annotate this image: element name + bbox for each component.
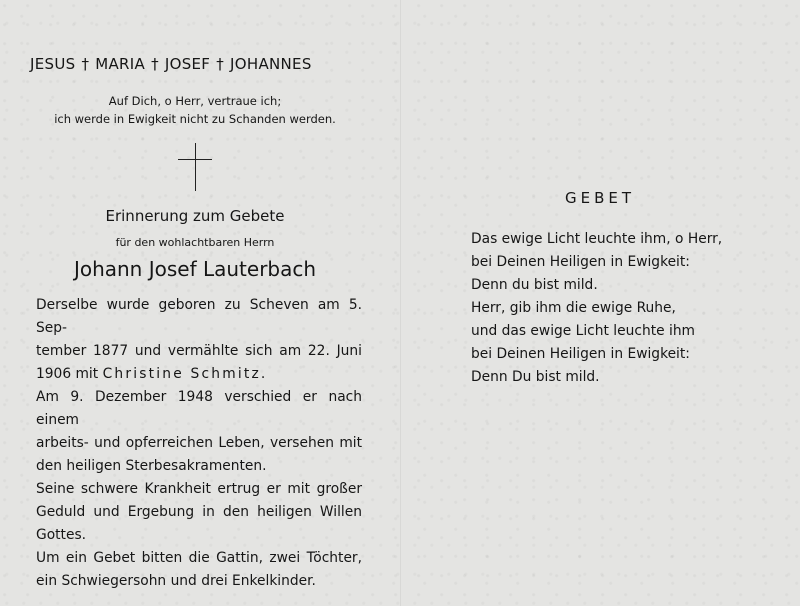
- bio-line: Derselbe wurde geboren zu Scheven am 5. Sep-: [36, 297, 362, 336]
- bio-line-text: 1906 mit: [36, 366, 103, 382]
- bio-line: Um ein Gebet bitten die Gattin, zwei Töchter,: [36, 550, 362, 566]
- prayer-line: Denn du bist mild.: [471, 277, 598, 293]
- cross-separator: †: [81, 55, 90, 73]
- prayer-line: bei Deinen Heiligen in Ewigkeit:: [471, 254, 690, 270]
- prayer-line: bei Deinen Heiligen in Ewigkeit:: [471, 346, 690, 362]
- right-page: [400, 0, 800, 606]
- bio-line: ein Schwiegersohn und drei Enkelkinder.: [36, 573, 316, 589]
- prayer-text: [471, 228, 741, 389]
- bio-line: Gottes.: [36, 527, 87, 543]
- card-subtitle: für den wohlachtbaren Herrn: [115, 236, 275, 249]
- prayer-line: und das ewige Licht leuchte ihm: [471, 323, 695, 339]
- bio-line: [36, 363, 362, 386]
- card-title: Erinnerung zum Gebete: [105, 207, 285, 225]
- deceased-name: Johann Josef Lauterbach: [73, 257, 317, 281]
- prayer-line: Herr, gib ihm die ewige Ruhe,: [471, 300, 676, 316]
- header-name-johannes: JOHANNES: [230, 55, 312, 73]
- bio-line: Geduld und Ergebung in den heiligen Willen: [36, 504, 362, 520]
- motto: [40, 92, 350, 128]
- bio-line: den heiligen Sterbesakramenten.: [36, 458, 267, 474]
- bio-line: tember 1877 und vermählte sich am 22. Juni: [36, 343, 362, 359]
- prayer-line: Das ewige Licht leuchte ihm, o Herr,: [471, 231, 723, 247]
- motto-line: Auf Dich, o Herr, vertraue ich;: [108, 94, 282, 108]
- header-name-jesus: JESUS: [30, 55, 76, 73]
- bio-line: arbeits- und opferreichen Leben, versehen mit: [36, 435, 362, 451]
- header-names: [30, 55, 360, 73]
- bio-line: Am 9. Dezember 1948 verschied er nach einem: [36, 389, 362, 428]
- spouse-name: Christine Schmitz.: [102, 366, 268, 382]
- prayer-line: Denn Du bist mild.: [471, 369, 600, 385]
- cross-separator: †: [216, 55, 225, 73]
- header-name-josef: JOSEF: [164, 55, 211, 73]
- cross-icon: [176, 143, 214, 191]
- motto-line: ich werde in Ewigkeit nicht zu Schanden werden.: [54, 112, 336, 126]
- biography: [36, 294, 362, 593]
- header-name-maria: MARIA: [95, 55, 146, 73]
- bio-line: Seine schwere Krankheit ertrug er mit großer: [36, 481, 362, 497]
- prayer-title: GEBET: [564, 189, 636, 207]
- cross-separator: †: [151, 55, 159, 73]
